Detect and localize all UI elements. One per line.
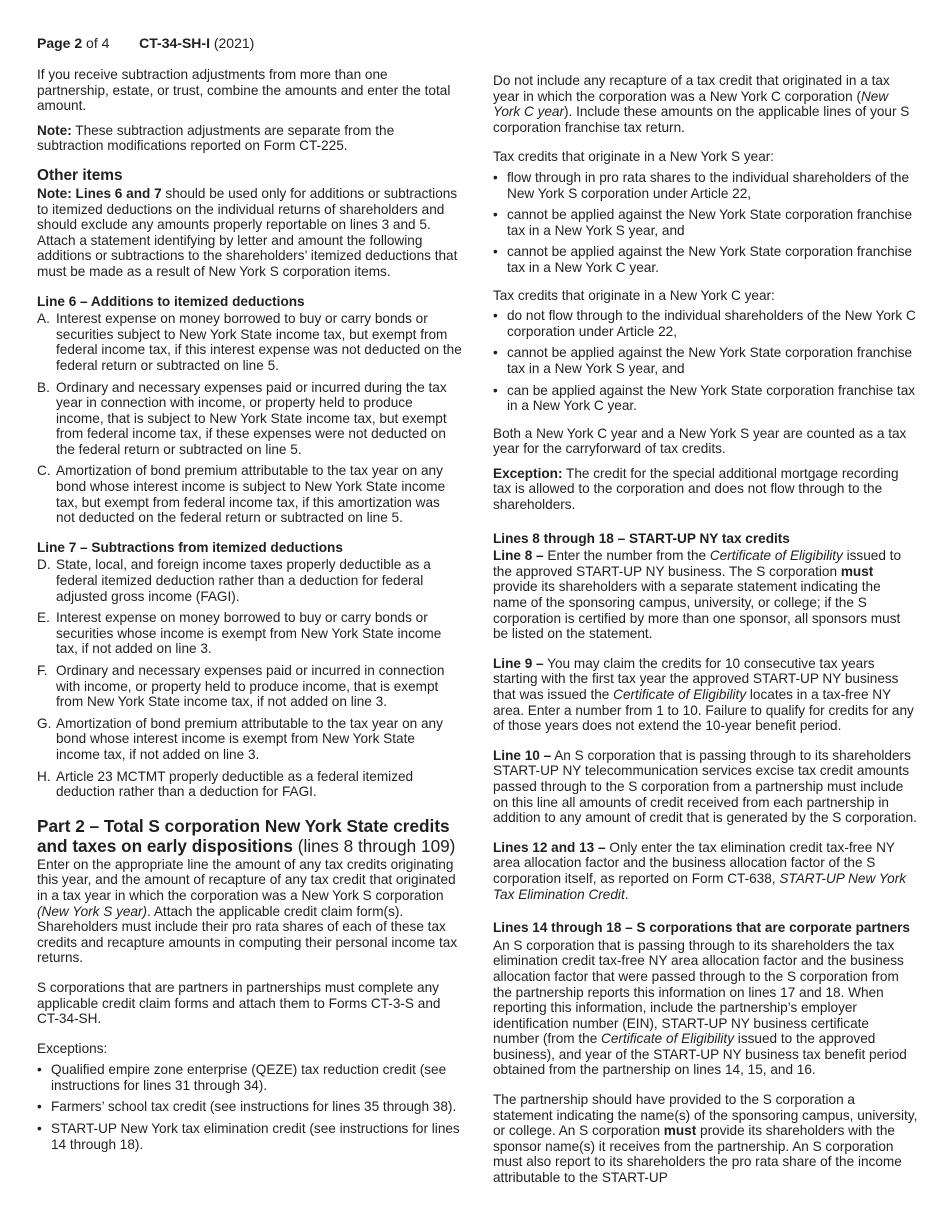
c-year-intro: Tax credits that originate in a New York C year: bbox=[493, 287, 775, 303]
text-run: Do not include any recapture of a tax credit that originated in a tax year in which the corporation was a New York C corporation ( bbox=[493, 73, 890, 104]
bullet-icon: • bbox=[493, 382, 498, 398]
form-number: CT-34-SH-I bbox=[139, 35, 210, 51]
lines8-18-heading: Lines 8 through 18 – START-UP NY tax credits bbox=[493, 530, 790, 546]
line7-list bbox=[37, 557, 462, 799]
exceptions-label: Exceptions: bbox=[37, 1040, 108, 1056]
item-letter: H. bbox=[37, 768, 51, 784]
bullet-item bbox=[37, 1099, 462, 1115]
list-item bbox=[37, 610, 462, 657]
bullet-text: START-UP New York tax elimination credit (see instructions for lines 14 through 18). bbox=[51, 1121, 460, 1152]
other-items-note bbox=[37, 186, 462, 280]
bullet-icon: • bbox=[37, 1121, 42, 1137]
text-run: The partnership should have provided to the S corporation a statement indicating the name(s) of the sponsoring campus, university, or college. An S corporation bbox=[493, 1092, 918, 1139]
text-run-bold: must bbox=[663, 1123, 697, 1139]
line7-heading: Line 7 – Subtractions from itemized deductions bbox=[37, 539, 343, 555]
bullet-text: flow through in pro rata shares to the individual shareholders of the New York S corporation under Article 22, bbox=[507, 169, 910, 201]
text-run: . Attach the applicable credit claim form(s). Shareholders must include their pro rata shares of each of these tax credits and recapture amounts in computing their personal income tax returns. bbox=[37, 903, 458, 966]
note-label: Note: bbox=[37, 122, 72, 138]
bullet-icon: • bbox=[493, 207, 498, 223]
bullet-text: Farmers’ school tax credit (see instructions for lines 35 through 38). bbox=[51, 1099, 457, 1115]
bullet-item bbox=[493, 244, 918, 275]
text-run: issued to the approved START-UP NY business. The S corporation bbox=[493, 548, 902, 579]
bullet-icon: • bbox=[493, 308, 498, 324]
part2-heading bbox=[37, 816, 462, 856]
bullet-icon: • bbox=[493, 345, 498, 361]
lines14-18-paragraph bbox=[493, 938, 918, 1078]
list-item bbox=[37, 663, 462, 710]
text-run: locates in a tax-free NY area. Enter a number from 1 to 10. Failure to qualify for credits for any of those years does not extend the 10-year benefit period. bbox=[493, 687, 914, 734]
item-letter: D. bbox=[37, 557, 51, 573]
text-run: Enter on the appropriate line the amount of any tax credits originating this year, and the amount of recapture of any tax credit that originated in a tax year in which the corporation was a New York S corporation bbox=[37, 856, 456, 903]
line-label: Line 10 – bbox=[493, 747, 552, 763]
form-year: (2021) bbox=[213, 35, 255, 51]
paragraph: S corporations that are partners in partnerships must complete any applicable credit claim forms and attach them to Forms CT-3-S and CT-34-SH. bbox=[37, 979, 441, 1027]
exception-paragraph bbox=[493, 466, 918, 513]
exceptions-list bbox=[37, 1062, 462, 1152]
left-column bbox=[37, 67, 462, 1158]
item-letter: A. bbox=[37, 311, 50, 327]
bullet-item bbox=[493, 345, 918, 376]
page-number: Page 2 bbox=[37, 35, 83, 51]
item-text: Interest expense on money borrowed to buy or carry bonds or securities whose income is exempt from New York State income tax, if not added on line 3. bbox=[56, 610, 442, 657]
page-header bbox=[37, 35, 254, 52]
item-letter: F. bbox=[37, 663, 48, 678]
bullet-item bbox=[37, 1062, 462, 1093]
list-item bbox=[37, 463, 462, 525]
item-letter: B. bbox=[37, 379, 50, 395]
line9-paragraph bbox=[493, 656, 918, 734]
other-items-note-bold: Note: Lines 6 and 7 bbox=[37, 185, 162, 201]
s-year-list bbox=[493, 170, 918, 276]
partnership-paragraph bbox=[493, 1092, 918, 1186]
note-text: These subtraction adjustments are separate from the subtraction modifications reported on Form CT-225. bbox=[37, 122, 395, 154]
item-text: Interest expense on money borrowed to buy or carry bonds or securities subject to New York State income tax, but exempt from federal income tax, if this interest expense was not deducted on the federal return or subtracted on line 5. bbox=[56, 311, 462, 373]
bullet-text: can be applied against the New York State corporation franchise tax in a New York C year. bbox=[507, 382, 916, 414]
bullet-item bbox=[493, 383, 918, 414]
item-text: Ordinary and necessary expenses paid or incurred in connection with income, or property held to produce income, that is exempt from New York State income tax, if not added on line 3. bbox=[56, 663, 445, 710]
note-paragraph bbox=[37, 123, 462, 154]
text-run: . bbox=[624, 886, 629, 902]
item-text: Ordinary and necessary expenses paid or incurred during the tax year in connection with income, or property held to produce income, that is subject to New York State income tax, but exempt from federal income tax, if these expenses were not deducted on the federal return or subtracted on line 5. bbox=[56, 379, 447, 457]
text-run-bold: must bbox=[840, 563, 874, 579]
bullet-icon: • bbox=[493, 169, 498, 185]
line-label: Lines 12 and 13 – bbox=[493, 839, 606, 855]
part2-paragraph bbox=[37, 857, 462, 966]
item-text: State, local, and foreign income taxes properly deductible as a federal itemized deduction rather than a deduction for federal adjusted gross income (FAGI). bbox=[56, 557, 431, 604]
c-year-list bbox=[493, 308, 918, 414]
right-column bbox=[493, 73, 918, 1195]
bullet-item bbox=[493, 207, 918, 238]
list-item bbox=[37, 769, 462, 800]
text-run: provide its shareholders with a separate statement indicating the name of the sponsoring campus, university, or college; if the S corporation is certified by more than one sponsor, all sponsors must be listed on the statement. bbox=[493, 579, 901, 642]
bullet-item bbox=[493, 170, 918, 201]
item-letter: G. bbox=[37, 715, 52, 731]
text-run-italic: New York C year bbox=[493, 88, 889, 120]
section-heading-other-items: Other items bbox=[37, 166, 123, 184]
line8-paragraph bbox=[493, 548, 918, 642]
other-items-note-text: should be used only for additions or subtractions to itemized deductions on the individual returns of shareholders and should exclude any amounts properly reportable on lines 3 and 5. Attach a statement identifying by letter and amount the following additions or subtractions to the shareholders’ itemized deductions that must be made as a result of New York S corporation items. bbox=[37, 185, 458, 279]
list-item bbox=[37, 716, 462, 763]
line6-list bbox=[37, 311, 462, 526]
item-text: Article 23 MCTMT properly deductible as a federal itemized deduction rather than a deduction for FAGI. bbox=[56, 768, 414, 800]
lines14-18-heading: Lines 14 through 18 – S corporations that are corporate partners bbox=[493, 920, 910, 936]
bullet-text: Qualified empire zone enterprise (QEZE) tax reduction credit (see instructions for lines 31 through 34). bbox=[51, 1062, 447, 1093]
list-item bbox=[37, 380, 462, 458]
bullet-item bbox=[37, 1121, 462, 1152]
bullet-text: do not flow through to the individual shareholders of the New York C corporation under Article 22, bbox=[507, 308, 916, 339]
line-label: Line 8 – bbox=[493, 548, 544, 564]
bullet-text: cannot be applied against the New York State corporation franchise tax in a New York S year, and bbox=[507, 207, 913, 238]
lines12-13-paragraph bbox=[493, 840, 918, 902]
list-item bbox=[37, 311, 462, 373]
bullet-item bbox=[493, 308, 918, 339]
part2-heading-bold: Part 2 – Total S corporation New York State credits and taxes on early dispositions bbox=[37, 815, 450, 856]
bullet-icon: • bbox=[37, 1099, 42, 1115]
exception-text: The credit for the special additional mortgage recording tax is allowed to the corporation and does not flow through to the shareholders. bbox=[493, 465, 899, 513]
item-text: Amortization of bond premium attributable to the tax year on any bond whose interest income is subject to New York State income tax, but exempt from federal income tax, if this amortization was not deducted on the federal return or subtracted on line 5. bbox=[56, 463, 446, 526]
text-run-italic: Certificate of Eligibility bbox=[601, 1031, 735, 1047]
item-letter: C. bbox=[37, 463, 51, 479]
exception-label: Exception: bbox=[493, 465, 563, 481]
paragraph: If you receive subtraction adjustments from more than one partnership, estate, or trust, combine the amounts and enter the total amount. bbox=[37, 67, 451, 114]
text-run: An S corporation that is passing through to its shareholders the tax elimination credit tax-free NY area allocation factor and the business allocation factor that were passed through to the S corporation from the partnership reports this information on lines 17 and 18. When reporting this information, include the partnership’s employer identification number (EIN), START-UP NY business certificate number (from the bbox=[493, 937, 904, 1047]
text-run: provide its shareholders with the sponsor name(s) it receives from the partnership. An S corporation must also report to its shareholders the pro rata share of the income attributable to the START-UP bbox=[493, 1123, 902, 1186]
line10-paragraph bbox=[493, 748, 918, 826]
text-run-italic: START-UP New York Tax Elimination Credit bbox=[493, 870, 907, 902]
paragraph bbox=[493, 73, 918, 135]
paragraph: Both a New York C year and a New York S year are counted as a tax year for the carryforward of tax credits. bbox=[493, 425, 907, 457]
text-run: Enter the number from the bbox=[543, 548, 710, 564]
bullet-icon: • bbox=[37, 1062, 42, 1078]
line6-heading: Line 6 – Additions to itemized deductions bbox=[37, 293, 305, 309]
bullet-icon: • bbox=[493, 244, 498, 260]
part2-heading-range: (lines 8 through 109) bbox=[292, 835, 456, 856]
line-label: Line 9 – bbox=[493, 655, 544, 671]
item-text: Amortization of bond premium attributable to the tax year on any bond whose interest income is exempt from New York State income tax, if not added on line 3. bbox=[56, 715, 443, 762]
text-run: issued to the approved business), and year of the START-UP NY business tax benefit period obtained from the partnership on lines 14, 15, and 16. bbox=[493, 1031, 907, 1078]
s-year-intro: Tax credits that originate in a New York S year: bbox=[493, 149, 775, 165]
text-run-italic: Certificate of Eligibility bbox=[709, 548, 843, 564]
text-run: Only enter the tax elimination credit tax-free NY area allocation factor and the business allocation factor of the S corporation itself, as reported on Form CT-638, bbox=[493, 839, 895, 886]
bullet-text: cannot be applied against the New York State corporation franchise tax in a New York S year, and bbox=[507, 345, 913, 376]
text-run: ). Include these amounts on the applicable lines of your S corporation franchise tax return. bbox=[493, 104, 910, 135]
list-item bbox=[37, 557, 462, 604]
bullet-text: cannot be applied against the New York State corporation franchise tax in a New York C year. bbox=[507, 244, 913, 275]
item-letter: E. bbox=[37, 610, 50, 626]
page-count: of 4 bbox=[86, 35, 110, 51]
text-run-italic: Certificate of Eligibility bbox=[613, 687, 747, 702]
text-run-italic: (New York S year) bbox=[37, 903, 148, 919]
text-run: An S corporation that is passing through to its shareholders START-UP NY telecommunication services excise tax credit amounts passed through to the S corporation from a partnership must include on this line all amounts of credit received from each partnership in addition to any amount of credit that is generated by the S corporation. bbox=[493, 747, 917, 826]
text-run: You may claim the credits for 10 consecutive tax years starting with the first tax year the approved START-UP NY business that was issued the bbox=[493, 655, 899, 702]
